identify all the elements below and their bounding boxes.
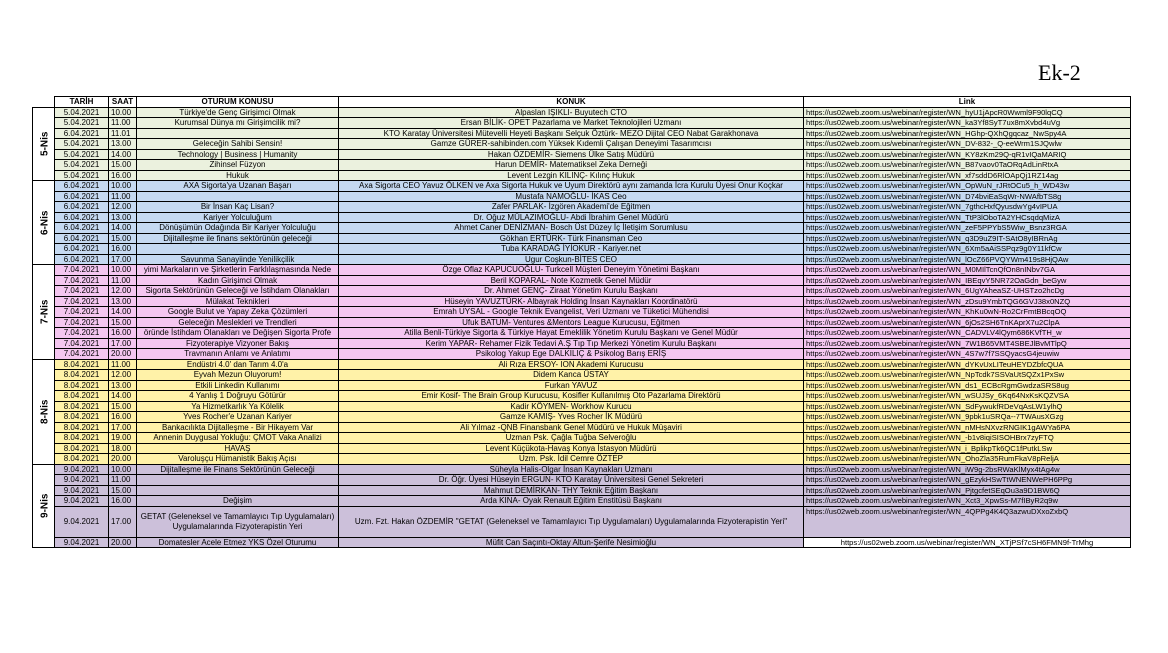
table-row: [33, 370, 1131, 381]
guest-cell: Beril KOPARAL- Note Kozmetik Genel Müdür: [339, 275, 804, 286]
date-cell: 8.04.2021: [55, 443, 109, 454]
link-cell[interactable]: https://us02web.zoom.us/webinar/register/WN_4S7w7f7SSQyacsG4jeuwiw: [804, 349, 1131, 360]
link-cell[interactable]: https://us02web.zoom.us/webinar/register/WN_4QPPg4K4Q3azwuDXxoZxbQ: [804, 506, 1131, 537]
table-row: [33, 391, 1131, 402]
date-cell: 8.04.2021: [55, 391, 109, 402]
date-cell: 8.04.2021: [55, 401, 109, 412]
table-row: [33, 139, 1131, 150]
date-cell: 9.04.2021: [55, 537, 109, 548]
date-cell: 7.04.2021: [55, 265, 109, 276]
time-cell: 14.00: [109, 307, 137, 318]
time-cell: 11.00: [109, 359, 137, 370]
table-row: [33, 454, 1131, 465]
link-cell[interactable]: https://us02web.zoom.us/webinar/register/WN_wSUJSy_6Kq64NxKsKQZVSA: [804, 391, 1131, 402]
link-cell[interactable]: https://us02web.zoom.us/webinar/register/WN_lOcZ66PVQYWm419s8HjQAw: [804, 254, 1131, 265]
table-row: [33, 485, 1131, 496]
topic-cell: yimi Markaların ve Şirketlerin Farklılaşmasında Nede: [137, 265, 339, 276]
table-row: [33, 464, 1131, 475]
time-cell: 10.00: [109, 464, 137, 475]
table-row: [33, 380, 1131, 391]
guest-cell: Uzm. Fzt. Hakan ÖZDEMİR "GETAT (Geleneksel ve Tamamlayıcı Tıp Uygulamaları) Uygulamalarında Fizyoterapistin Yeri": [339, 506, 804, 537]
link-cell[interactable]: https://us02web.zoom.us/webinar/register/WN_i_BplikpTk6QC1fPutkLSw: [804, 443, 1131, 454]
header-saat: SAAT: [109, 97, 137, 108]
guest-cell: Ufuk BATUM- Ventures &Mentors League Kurucusu, Eğitmen: [339, 317, 804, 328]
topic-cell: 4 Yanlış 1 Doğruyu Götürür: [137, 391, 339, 402]
guest-cell: Süheyla Halis-Olgar İnsan Kaynakları Uzmanı: [339, 464, 804, 475]
table-row: [33, 181, 1131, 192]
guest-cell: Levent Lezgin KILINÇ- Kılınç Hukuk: [339, 170, 804, 181]
date-cell: 9.04.2021: [55, 464, 109, 475]
table-row: [33, 496, 1131, 507]
date-cell: 7.04.2021: [55, 307, 109, 318]
time-cell: 10.00: [109, 107, 137, 118]
table-row: [33, 412, 1131, 423]
link-cell[interactable]: https://us02web.zoom.us/webinar/register/WN_M0MIlTcnQfOn8nINbv7GA: [804, 265, 1131, 276]
time-cell: 20.00: [109, 349, 137, 360]
link-cell[interactable]: https://us02web.zoom.us/webinar/register/WN_7gthcHxfQyusdwYg4vIPUA: [804, 202, 1131, 213]
topic-cell: Dijitalleşme ile finans sektörünün geleceği: [137, 233, 339, 244]
time-cell: 11.00: [109, 475, 137, 486]
guest-cell: Mahmut DEMİRKAN- THY Teknik Eğitim Başkanı: [339, 485, 804, 496]
table-row: [33, 443, 1131, 454]
time-cell: 11.00: [109, 191, 137, 202]
guest-cell: Gamze KAMIŞ- Yves Rocher İK Müdürü: [339, 412, 804, 423]
guest-cell: Kadir KÖYMEN- Workhow Kurucu: [339, 401, 804, 412]
topic-cell: Kadın Girişimci Olmak: [137, 275, 339, 286]
link-cell[interactable]: https://us02web.zoom.us/webinar/register/WN_iW9g-2bsRWaKlMyx4tAg4w: [804, 464, 1131, 475]
link-cell[interactable]: https://us02web.zoom.us/webinar/register/WN_q3D9uZ9IT-SAtO8yIBRnAg: [804, 233, 1131, 244]
topic-cell: Annenin Duygusal Yokluğu: ÇMOT Vaka Analizi: [137, 433, 339, 444]
topic-cell: [137, 128, 339, 139]
guest-cell: Uzm. Psk. İdil Cemre ÖZTEP: [339, 454, 804, 465]
topic-cell: Travmanın Anlamı ve Anlatımı: [137, 349, 339, 360]
table-row: [33, 537, 1131, 548]
header-oturum: OTURUM KONUSU: [137, 97, 339, 108]
date-cell: 8.04.2021: [55, 422, 109, 433]
link-cell[interactable]: https://us02web.zoom.us/webinar/register/WN_zDsu9YmbTQG6GVJ38x0NZQ: [804, 296, 1131, 307]
time-cell: 17.00: [109, 422, 137, 433]
topic-cell: HAVAŞ: [137, 443, 339, 454]
table-row: [33, 149, 1131, 160]
table-row: [33, 202, 1131, 213]
link-cell[interactable]: https://us02web.zoom.us/webinar/register/WN_HGhp-QXhQgqcaz_NwSpy4A: [804, 128, 1131, 139]
guest-cell: Dr. Öğr. Üyesi Hüseyin ERGUN- KTO Karatay Üniversitesi Genel Sekreteri: [339, 475, 804, 486]
table-row: [33, 317, 1131, 328]
table-row: [33, 275, 1131, 286]
date-cell: 7.04.2021: [55, 296, 109, 307]
topic-cell: Varoluşçu Hümanistik Bakış Açısı: [137, 454, 339, 465]
topic-cell: Ya Hizmetkarlık Ya Kölelik: [137, 401, 339, 412]
guest-cell: Kerim YAPAR- Rehamer Fizik Tedavi A.Ş Tıp Tıp Merkezi Yönetim Kurulu Başkanı: [339, 338, 804, 349]
topic-cell: Dijitalleşme ile Finans Sektörünün Geleceği: [137, 464, 339, 475]
table-row: [33, 401, 1131, 412]
link-cell[interactable]: https://us02web.zoom.us/webinar/register/WN_NpTcdk7SSVaUtSQZx1PxSw: [804, 370, 1131, 381]
date-cell: 5.04.2021: [55, 107, 109, 118]
time-cell: 17.00: [109, 506, 137, 537]
date-cell: 6.04.2021: [55, 128, 109, 139]
time-cell: 17.00: [109, 338, 137, 349]
date-cell: 7.04.2021: [55, 338, 109, 349]
link-cell[interactable]: https://us02web.zoom.us/webinar/register/WN_DV-832-_Q-eeWrm1SJQwlw: [804, 139, 1131, 150]
table-row: [33, 223, 1131, 234]
guest-cell: Didem Kanca ÜSTAY: [339, 370, 804, 381]
guest-cell: Ali Yılmaz -QNB Finansbank Genel Müdürü ve Hukuk Müşaviri: [339, 422, 804, 433]
guest-cell: Furkan YAVUZ: [339, 380, 804, 391]
day-label-cell: [33, 181, 55, 265]
guest-cell: Axa Sigorta CEO Yavuz ÖLKEN ve Axa Sigorta Hukuk ve Uyum Direktörü aynı zamanda İcra Kurulu Üyesi Onur Koçkar: [339, 181, 804, 192]
link-cell[interactable]: https://us02web.zoom.us/webinar/register/WN_Xct3_XpwSs-M7fIByR2q9w: [804, 496, 1131, 507]
topic-cell: Sigorta Sektörünün Geleceği ve İstihdam Olanakları: [137, 286, 339, 297]
topic-cell: Hukuk: [137, 170, 339, 181]
date-cell: 6.04.2021: [55, 191, 109, 202]
topic-cell: öründe İstihdam Olanakları ve Değişen Sigorta Profe: [137, 328, 339, 339]
link-cell[interactable]: https://us02web.zoom.us/webinar/register/WN_zeF5PPYbS5Wiw_Bsnz3RGA: [804, 223, 1131, 234]
table-row: [33, 118, 1131, 129]
table-row: [33, 212, 1131, 223]
date-cell: 7.04.2021: [55, 275, 109, 286]
time-cell: 16.00: [109, 496, 137, 507]
time-cell: 14.00: [109, 391, 137, 402]
topic-cell: Eyvah Mezun Oluyorum!: [137, 370, 339, 381]
time-cell: 20.00: [109, 537, 137, 548]
guest-cell: Müfit Can Saçıntı-Oktay Altun-Şerife Nesimioğlu: [339, 537, 804, 548]
table-row: [33, 170, 1131, 181]
guest-cell: Ugur Coşkun-BİTES CEO: [339, 254, 804, 265]
time-cell: 12.00: [109, 202, 137, 213]
date-cell: 7.04.2021: [55, 349, 109, 360]
guest-cell: Arda KINA- Oyak Renault Eğitim Enstitüsü Başkanı: [339, 496, 804, 507]
time-cell: 15.00: [109, 233, 137, 244]
table-row: [33, 128, 1131, 139]
guest-cell: Gökhan ERTÜRK- Türk Finansman Ceo: [339, 233, 804, 244]
table-row: [33, 244, 1131, 255]
table-row: [33, 433, 1131, 444]
link-cell[interactable]: https://us02web.zoom.us/webinar/register/WN_gEzykHSwTtWNENWePH6PPg: [804, 475, 1131, 486]
link-cell[interactable]: https://us02web.zoom.us/webinar/register/WN_dYKvUxLITeuHEYDZbfcQUA: [804, 359, 1131, 370]
time-cell: 15.00: [109, 160, 137, 171]
topic-cell: Endüstri 4.0' dan Tarım 4.0'a: [137, 359, 339, 370]
topic-cell: Değişim: [137, 496, 339, 507]
topic-cell: Mülakat Teknikleri: [137, 296, 339, 307]
table-row: [33, 296, 1131, 307]
guest-cell: Hüseyin YAVUZTÜRK- Albayrak Holding İnsan Kaynakları Koordinatörü: [339, 296, 804, 307]
topic-cell: Bankacılıkta Dijitalleşme - Bir Hikayem Var: [137, 422, 339, 433]
link-cell[interactable]: https://us02web.zoom.us/webinar/register/WN_hyU1jApcR0Wwml9F90lqCQ: [804, 107, 1131, 118]
table-row: [33, 349, 1131, 360]
date-cell: 6.04.2021: [55, 181, 109, 192]
date-cell: 9.04.2021: [55, 506, 109, 537]
time-cell: 14.00: [109, 223, 137, 234]
schedule-table-wrapper: [32, 96, 1130, 548]
day-label-cell: [33, 359, 55, 464]
topic-cell: Fizyoterapiye Vizyoner Bakış: [137, 338, 339, 349]
day-label-cell: [33, 265, 55, 360]
guest-cell: Ersan BİLİK- OPET Pazarlama ve Market Teknolojileri Uzmanı: [339, 118, 804, 129]
time-cell: 14.00: [109, 149, 137, 160]
link-cell[interactable]: https://us02web.zoom.us/webinar/register/WN_6UgYAheaSZ-UHSTzo2hcDg: [804, 286, 1131, 297]
header-konuk: KONUK: [339, 97, 804, 108]
date-cell: 5.04.2021: [55, 160, 109, 171]
table-row: [33, 160, 1131, 171]
date-cell: 6.04.2021: [55, 202, 109, 213]
date-cell: 6.04.2021: [55, 212, 109, 223]
day-label: 5-Nis: [39, 131, 51, 156]
date-cell: 7.04.2021: [55, 317, 109, 328]
time-cell: 10.00: [109, 265, 137, 276]
table-row: [33, 506, 1131, 537]
date-cell: 5.04.2021: [55, 139, 109, 150]
time-cell: 15.00: [109, 401, 137, 412]
date-cell: 6.04.2021: [55, 233, 109, 244]
time-cell: 13.00: [109, 139, 137, 150]
table-row: [33, 422, 1131, 433]
date-cell: 6.04.2021: [55, 223, 109, 234]
link-cell[interactable]: https://us02web.zoom.us/webinar/register/WN_PjtgcfetSEqOu3a9D1BW6Q: [804, 485, 1131, 496]
link-cell[interactable]: https://us02web.zoom.us/webinar/register/WN_9pbk1uSRQa--7TWAusXGzg: [804, 412, 1131, 423]
time-cell: 16.00: [109, 412, 137, 423]
table-row: [33, 265, 1131, 276]
topic-cell: [137, 244, 339, 255]
day-label-cell: [33, 464, 55, 548]
date-cell: 8.04.2021: [55, 359, 109, 370]
topic-cell: [137, 475, 339, 486]
link-cell[interactable]: https://us02web.zoom.us/webinar/register/WN_XTjPSf7cSH6FMN9f-TrMhg: [804, 537, 1131, 548]
guest-cell: Mustafa NAMOĞLU- İKAS Ceo: [339, 191, 804, 202]
table-row: [33, 338, 1131, 349]
topic-cell: [137, 191, 339, 202]
time-cell: 16.00: [109, 170, 137, 181]
link-cell[interactable]: https://us02web.zoom.us/webinar/register/WN_6Xm5aAiSSPqz9g0Y11kfCw: [804, 244, 1131, 255]
table-row: [33, 107, 1131, 118]
table-row: [33, 307, 1131, 318]
time-cell: 11.01: [109, 128, 137, 139]
guest-cell: Dr. Ahmet GENÇ- Ziraat Yönetim Kurulu Başkanı: [339, 286, 804, 297]
annex-label: Ek-2: [1038, 60, 1081, 85]
date-cell: 8.04.2021: [55, 370, 109, 381]
link-cell[interactable]: https://us02web.zoom.us/webinar/register/WN_ds1_ECBcRgmGwdzaSRS8ug: [804, 380, 1131, 391]
time-cell: 13.00: [109, 296, 137, 307]
time-cell: 12.00: [109, 286, 137, 297]
topic-cell: [137, 485, 339, 496]
date-cell: 8.04.2021: [55, 412, 109, 423]
topic-cell: Geleceğin Sahibi Sensin!: [137, 139, 339, 150]
topic-cell: AXA Sigorta'ya Uzanan Başarı: [137, 181, 339, 192]
table-row: [33, 475, 1131, 486]
time-cell: 10.00: [109, 181, 137, 192]
table-row: [33, 286, 1131, 297]
schedule-body: [33, 107, 1131, 548]
link-cell[interactable]: https://us02web.zoom.us/webinar/register/WN_KY8zKm29Q-qR1vIQaMARIQ: [804, 149, 1131, 160]
topic-cell: Savunma Sanayiinde Yenilikçilik: [137, 254, 339, 265]
link-cell[interactable]: https://us02web.zoom.us/webinar/register/WN_nMHsNXvzRNGIK1gAWYa6PA: [804, 422, 1131, 433]
table-row: [33, 191, 1131, 202]
table-row: [33, 254, 1131, 265]
link-cell[interactable]: https://us02web.zoom.us/webinar/register/WN_D74bviEaSqWr-NWAfbTS8g: [804, 191, 1131, 202]
link-cell[interactable]: https://us02web.zoom.us/webinar/register/WN_OpWuN_rJRtOCu5_h_WD43w: [804, 181, 1131, 192]
table-row: [33, 328, 1131, 339]
date-cell: 9.04.2021: [55, 485, 109, 496]
day-label-cell: [33, 107, 55, 181]
topic-cell: Domatesler Acele Etmez YKS Özel Oturumu: [137, 537, 339, 548]
topic-cell: Zihinsel Füzyon: [137, 160, 339, 171]
guest-cell: Alpaslan IŞIKLI- Buyutech CTO: [339, 107, 804, 118]
topic-cell: Google Bulut ve Yapay Zeka Çözümleri: [137, 307, 339, 318]
time-cell: 20.00: [109, 454, 137, 465]
time-cell: 13.00: [109, 380, 137, 391]
link-cell[interactable]: https://us02web.zoom.us/webinar/register/WN_B87vaov0TaORqAdLinRtxA: [804, 160, 1131, 171]
time-cell: 15.00: [109, 317, 137, 328]
time-cell: 11.00: [109, 118, 137, 129]
day-label: 9-Nis: [39, 493, 51, 518]
schedule-table: [32, 96, 1131, 548]
topic-cell: Bir İnsan Kaç Lisan?: [137, 202, 339, 213]
header-row: [33, 97, 1131, 108]
topic-cell: Dönüşümün Odağında Bir Kariyer Yolculuğu: [137, 223, 339, 234]
guest-cell: Atilla Benli-Türkiye Sigorta & Türkiye Hayat Emeklilik Yönetim Kurulu Başkanı ve Genel Müdür: [339, 328, 804, 339]
time-cell: 16.00: [109, 328, 137, 339]
time-cell: 17.00: [109, 254, 137, 265]
link-cell[interactable]: https://us02web.zoom.us/webinar/register/WN_SdFywukfRDeVqAsLW1ylhQ: [804, 401, 1131, 412]
guest-cell: Harun DEMİR- Matematiksel Zeka Derneği: [339, 160, 804, 171]
link-cell[interactable]: https://us02web.zoom.us/webinar/register/WN_TtP3lOboTA2YHCsqdqMizA: [804, 212, 1131, 223]
guest-cell: KTO Karatay Üniversitesi Mütevelli Heyeti Başkanı Selçuk Öztürk- MEZO Dijital CEO Nabat Garakhonava: [339, 128, 804, 139]
day-label: 6-Nis: [39, 210, 51, 235]
guest-cell: Psikolog Yakup Ege DALKILIÇ & Psikolog Barış ERİŞ: [339, 349, 804, 360]
time-cell: 16.00: [109, 244, 137, 255]
guest-cell: Emrah UYSAL - Google Teknik Evangelist, Veri Uzmanı ve Tüketici Mühendisi: [339, 307, 804, 318]
date-cell: 9.04.2021: [55, 475, 109, 486]
date-cell: 6.04.2021: [55, 244, 109, 255]
guest-cell: Uzman Psk. Çağla Tuğba Selveroğlu: [339, 433, 804, 444]
link-cell[interactable]: https://us02web.zoom.us/webinar/register/WN_7W1B65VMT4SBEJlBvMTlpQ: [804, 338, 1131, 349]
guest-cell: Ali Rıza ERSOY- ION Akademi Kurucusu: [339, 359, 804, 370]
time-cell: 13.00: [109, 212, 137, 223]
date-cell: 5.04.2021: [55, 118, 109, 129]
link-cell[interactable]: https://us02web.zoom.us/webinar/register/WN_6jOs2SH6TnKAprX7u2ClpA: [804, 317, 1131, 328]
date-cell: 8.04.2021: [55, 454, 109, 465]
guest-cell: Hakan ÖZDEMİR- Siemens Ülke Satış Müdürü: [339, 149, 804, 160]
time-cell: 15.00: [109, 485, 137, 496]
topic-cell: Technology | Business | Humanity: [137, 149, 339, 160]
time-cell: 18.00: [109, 443, 137, 454]
link-cell[interactable]: https://us02web.zoom.us/webinar/register/WN_OhoZla35RumFkaV8pReljA: [804, 454, 1131, 465]
time-cell: 19.00: [109, 433, 137, 444]
guest-cell: Emir Kosif- The Brain Group Kurucusu, Kosifler Kullanılmış Oto Pazarlama Direktörü: [339, 391, 804, 402]
date-cell: 7.04.2021: [55, 286, 109, 297]
date-cell: 6.04.2021: [55, 254, 109, 265]
date-cell: 8.04.2021: [55, 380, 109, 391]
guest-cell: Levent Küçükota-Havaş Konya İstasyon Müdürü: [339, 443, 804, 454]
guest-cell: Ahmet Caner DENİZMAN- Bosch Üst Düzey İç İletişim Sorumlusu: [339, 223, 804, 234]
guest-cell: Özge Oflaz KAPUCUOĞLU- Turkcell Müşteri Deneyim Yönetimi Başkanı: [339, 265, 804, 276]
day-label: 7-Nis: [39, 299, 51, 324]
topic-cell: Etkili Linkedin Kullanımı: [137, 380, 339, 391]
time-cell: 12.00: [109, 370, 137, 381]
topic-cell: Kurumsal Dünya mı Girişimcilik mi?: [137, 118, 339, 129]
topic-cell: Geleceğin Meslekleri ve Trendleri: [137, 317, 339, 328]
header-link: Link: [804, 97, 1131, 108]
link-cell[interactable]: https://us02web.zoom.us/webinar/register/WN_xf7sddD6RlOApQj1RZ14ag: [804, 170, 1131, 181]
table-row: [33, 233, 1131, 244]
time-cell: 11.00: [109, 275, 137, 286]
date-cell: 8.04.2021: [55, 433, 109, 444]
guest-cell: Tuba KARADAĞ İYİOKUR - Kariyer.net: [339, 244, 804, 255]
day-header-blank: [33, 97, 55, 108]
header-tarih: TARİH: [55, 97, 109, 108]
link-cell[interactable]: https://us02web.zoom.us/webinar/register/WN_CADVLV4lQym686KVfTH_w: [804, 328, 1131, 339]
topic-cell: Kariyer Yolculuğum: [137, 212, 339, 223]
date-cell: 5.04.2021: [55, 149, 109, 160]
date-cell: 9.04.2021: [55, 496, 109, 507]
topic-cell: Yves Rocher'e Uzanan Kariyer: [137, 412, 339, 423]
guest-cell: Zafer PARLAK- İzgören Akademi'de Eğitmen: [339, 202, 804, 213]
table-row: [33, 359, 1131, 370]
date-cell: 5.04.2021: [55, 170, 109, 181]
topic-cell: Türkiye'de Genç Girişimci Olmak: [137, 107, 339, 118]
guest-cell: Dr. Oğuz MÜLAZIMOĞLU- Abdi İbrahim Genel Müdürü: [339, 212, 804, 223]
link-cell[interactable]: https://us02web.zoom.us/webinar/register/WN_IBEqvY5NR72OaGdn_beGyw: [804, 275, 1131, 286]
day-label: 8-Nis: [39, 399, 51, 424]
link-cell[interactable]: https://us02web.zoom.us/webinar/register/WN_-b1v8iqiSISOHBrx7zyFTQ: [804, 433, 1131, 444]
link-cell[interactable]: https://us02web.zoom.us/webinar/register/WN_KhKu0wN-Ro2CrFmtBBcqOQ: [804, 307, 1131, 318]
link-cell[interactable]: https://us02web.zoom.us/webinar/register/WN_ka3Yf8SyT7ux8mXvbd4uVg: [804, 118, 1131, 129]
date-cell: 7.04.2021: [55, 328, 109, 339]
topic-cell: GETAT (Geleneksel ve Tamamlayıcı Tıp Uygulamaları) Uygulamalarında Fizyoterapistin Yeri: [137, 506, 339, 537]
guest-cell: Gamze GÜRER-sahibinden.com Yüksek Kıdemli Çalışan Deneyimi Tasarımcısı: [339, 139, 804, 150]
